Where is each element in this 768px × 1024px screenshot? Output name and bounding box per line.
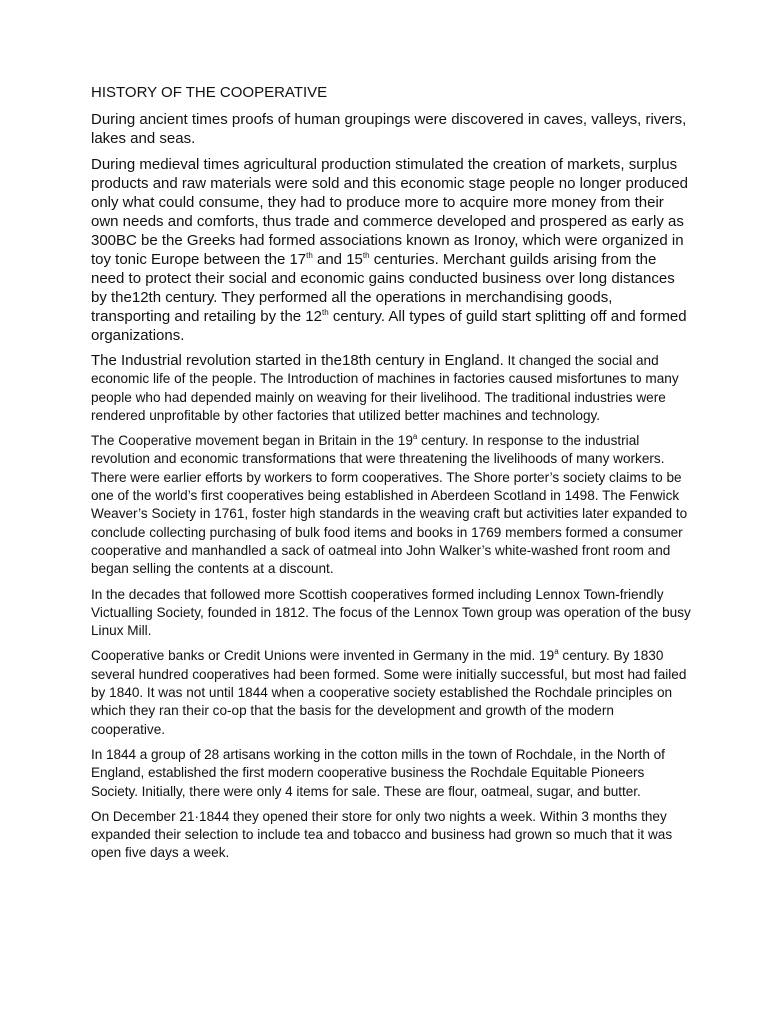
paragraph-text-part-b: and 15	[312, 251, 363, 268]
paragraph-text-part-b: century. In response to the industrial revolution and economic transformations that were threatening the livelihoods of many workers. There were earlier efforts by workers to form cooperatives. The Shore porter’s society claims to be one of the world’s first cooperatives being established in Aberdeen Scotland in 1498. The Fenwick Weaver’s Society in 1761, foster high standards in the weaving craft but activities later expanded to conclude collecting purchasing of bulk food items and books in 1769 members formed a consumer cooperative and manhandled a sack of oatmeal into John Walker’s white-washed front room and began selling the contents at a discount.	[91, 433, 688, 577]
superscript-th: th	[306, 250, 313, 260]
paragraph-ancient-times	[91, 110, 691, 148]
paragraph-store-opening	[91, 808, 691, 863]
paragraph-medieval-times	[91, 155, 691, 345]
paragraph-industrial-revolution	[91, 352, 691, 425]
superscript-th: th	[362, 250, 370, 260]
document-page	[91, 84, 691, 870]
paragraph-text-part-c: centuries. Merchant guilds arising from the need to protect their social and economic gains conducted business over long distances by the12th century. They performed all the operations in merchandising goods, transporting and retailing by the 12	[91, 251, 675, 325]
paragraph-text-part-a: Cooperative banks or Credit Unions were invented in Germany in the mid. 19	[91, 648, 555, 664]
paragraph-text-part-d: century. All types of guild start splitting off and formed organizations.	[91, 308, 687, 344]
paragraph-text-part-b: It changed the social and economic life of the people. The Introduction of machines in factories caused misfortunes to many people who had depended mainly on weaving for their livelihood. The traditional industries were rendered unprofitable by other factories that utilized better machines and technology.	[91, 353, 679, 423]
paragraph-text: On December 21·1844 they opened their store for only two nights a week. Within 3 months they expanded their selection to include tea and tobacco and business had grown so much that it was open five days a week.	[91, 808, 673, 861]
superscript-a: a	[554, 647, 559, 657]
paragraph-cooperative-movement	[91, 432, 691, 578]
paragraph-text: In the decades that followed more Scottish cooperatives formed including Lennox Town-friendly Victualling Society, founded in 1812. The focus of the Lennox Town group was operation of the busy Linux Mill.	[91, 586, 691, 639]
paragraph-cooperative-banks	[91, 647, 691, 738]
paragraph-text-part-b: century. By 1830 several hundred cooperatives had been formed. Some were initially successful, but most had failed by 1840. It was not until 1844 when a cooperative society established the Rochdale principles on which they ran their co-op that the basis for the development and growth of the modern cooperative.	[91, 648, 687, 737]
paragraph-text-part-a: The Cooperative movement began in Britain in the 19	[91, 433, 413, 449]
paragraph-text: During ancient times proofs of human groupings were discovered in caves, valleys, rivers, lakes and seas.	[91, 111, 687, 147]
paragraph-rochdale-pioneers	[91, 746, 691, 801]
paragraph-text-part-a: The Industrial revolution started in the18th century in England.	[91, 352, 504, 369]
document-title: HISTORY OF THE COOPERATIVE	[91, 84, 328, 101]
superscript-a: a	[412, 432, 418, 442]
paragraph-scottish-cooperatives	[91, 586, 691, 641]
superscript-th: th	[321, 307, 329, 317]
paragraph-text: In 1844 a group of 28 artisans working in the cotton mills in the town of Rochdale, in the North of England, established the first modern cooperative business the Rochdale Equitable Pioneers Society. Initially, there were only 4 items for sale. These are flour, oatmeal, sugar, and butter.	[91, 746, 665, 799]
paragraph-text-part-a: During medieval times agricultural production stimulated the creation of markets, surplus products and raw materials were sold and this economic stage people no longer produced only what could consume, they had to produce more to acquire more money from their own needs and comforts, thus trade and commerce developed and prospered as early as 300BC be the Greeks had formed associations known as Ironoy, which were organized in toy tonic Europe between the 17	[91, 156, 689, 268]
